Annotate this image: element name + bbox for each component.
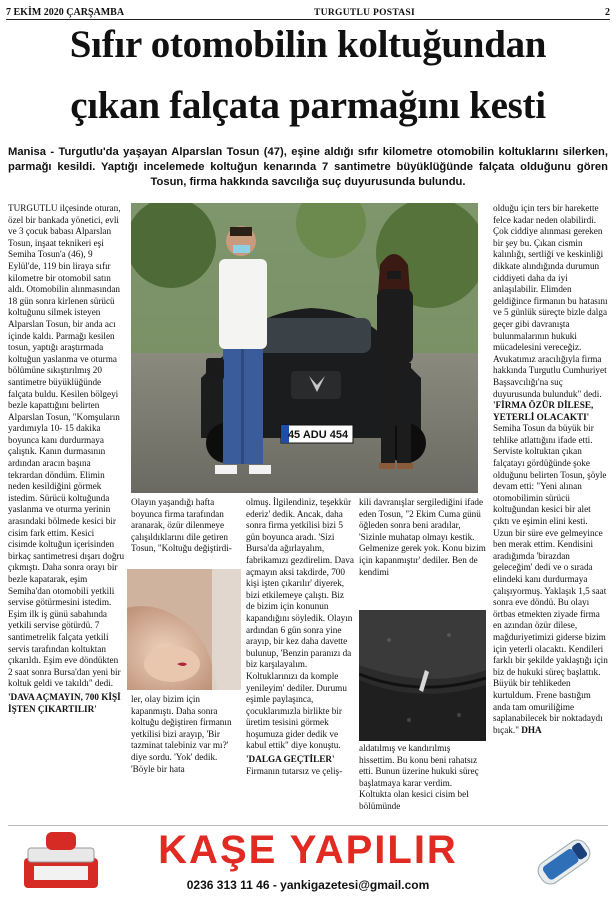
column-3 xyxy=(246,497,354,820)
column-4-bottom xyxy=(359,743,486,820)
column-5-more-text: Semiha Tosun da büyük bir tehlike atlattığını ifade etti. Serviste koltuktan çıkan falçatayı gördüğünde şoke olduğunu belirten Tosun, şöyle devam etti: "Yeni alınan otomobilimin sürücü koltuğundan kesici bir alet çıktı ve eşimin elini kesti. Uzun bir süre eve gelmeyince ben merak ettim. Kendisini aradığımda 'birazdan geleceğim' dedi ve o sırada elindeki kanı durdurmaya çalışıyormuş. Yaklaşık 1,5 saat sonra eve döndü. Bu olayı örtbas etmekten ziyade firma en azından özür dilese, mağduriyetimizi giderse bizim için yeterli olacaktı. Kendileri farklı bir şekilde yaklaştığı için biz de hukuki süreç başlattık. Büyük bir tehlikeden kurtuldum. Frene bastığım anda tam omuriliğime saplanabilecek bir noktadaydı bıçak." xyxy=(493,423,608,735)
license-plate: 45 ADU 454 xyxy=(287,429,349,441)
column-3-text: olmuş. İlgilendiniz, teşekkür ederiz' dedik. Ancak, daha sonra firma yetkilisi bizi 5 gün boyunca aradı. 'Sizi Bursa'da ağırlayalım, fabrikamızı gezdirelim. Dava açmayın aksi takdirde, 700 kişi işten çıkarılır' diyerek, bizi etkilemeye çalıştı. Biz de bizim için konunun kapandığını söyledik. Olayın ardından 6 gün sonra yine arayıp, bir kez daha davette bulunup, 'Benzin paranızı da biz karşılayalım. Koltuklarınızı da komple yenileyim' dediler. Durumu eşimle paylaşınca, çocuklarımızla birlikte bir üretim tesisini görmek hoşumuza gider dedik ve kabul ettik" diye konuştu. xyxy=(246,497,354,751)
newspaper-name: TURGUTLU POSTASI xyxy=(314,7,416,18)
column-3-end-text: Firmanın tutarsız ve çeliş- xyxy=(246,765,343,776)
cut-finger-image xyxy=(127,569,241,690)
couple-with-car-image xyxy=(131,203,478,493)
column-2-top xyxy=(131,497,241,569)
seat-falcata-image xyxy=(359,610,486,741)
headline-line-2: çıkan falçata parmağını kesti xyxy=(70,84,546,127)
article-lead: Manisa - Turgutlu'da yaşayan Alparslan Tosun (47), eşine aldığı sıfır kilometre otomobilin koltuklarını silerken, parmağı kesildi. Yaptığı incelemede koltuğun kenarında 7 santimetre büyüklüğünde falçata olduğunu gören Tosun, firma hakkında savcılığa suç duyurusunda bulundu. xyxy=(8,146,608,188)
column-4-top-text: kili davranışlar sergilediğini ifade eden Tosun, "2 Ekim Cuma günü öğleden sonra beni aradılar, 'Sizinle muhatap olmayı kestik. Gelmenize gerek yok. Konu bizim için kapanmıştır' dediler. Ben de kendimi xyxy=(359,497,486,577)
stamp-advertisement xyxy=(8,825,608,897)
pocket-stamp-icon xyxy=(526,828,602,896)
column-1 xyxy=(8,203,125,820)
column-5-text: olduğu için ters bir harekette felce kadar neden olabilirdi. Çok ciddiye alınması gereken bir şey bu. Çıkan cismin kalınlığı, sertliği ve keskinliği dikkate alındığında durumun ciddiyeti daha da iyi anlaşılabilir. Elimden geldiğince firmanın bu hatasını ve 5 günlük süreçte bizle dalga geçer gibi davranışta bulunmalarının hukuki mücadelesini vereceğiz. Avukatımız aracılığıyla firma hakkında Turgutlu Cumhuriyet Başsavcılığı'na suç duyurusunda bulunduk" dedi. xyxy=(493,203,608,399)
subheading-firma-ozur: 'FİRMA ÖZÜR DİLESE, YETERLİ OLACAKTI' xyxy=(493,400,594,422)
page-number: 2 xyxy=(605,7,610,18)
ad-contact: 0236 313 11 46 - yankigazetesi@gmail.com xyxy=(186,878,430,892)
column-5 xyxy=(493,203,609,820)
subheading-dava-acmayin: 'DAVA AÇMAYIN, 700 KİŞİ İŞTEN ÇIKARTILIR' xyxy=(8,691,121,714)
stamp-right-image xyxy=(526,828,602,896)
seat-falcata-photo xyxy=(359,610,486,741)
ad-title: KAŞE YAPILIR xyxy=(158,828,458,872)
page-header xyxy=(6,6,610,20)
subheading-dalga-gectiler: 'DALGA GEÇTİLER' xyxy=(246,754,335,765)
column-5-more xyxy=(493,423,609,736)
column-2-top-text: Olayın yaşandığı hafta boyunca firma tarafından aranarak, özür dilenmeye çalışıldıklarını dile getiren Tosun, "Koltuğu değiştirdi- xyxy=(131,497,232,554)
column-4-top xyxy=(359,497,486,607)
column-4-bottom-text: aldatılmış ve kandırılmış hissettim. Bu konu beni rahatsız etti. Bunun üzerine hukuki süreç başlatmaya karar verdim. Koltukta olan kesici cisim bel bölümünde xyxy=(359,743,479,811)
column-2-bottom xyxy=(131,694,241,820)
column-2-bottom-text: ler, olay bizim için kapanmıştı. Daha sonra koltuğu değiştiren firmanın yetkilisi bizi arayıp, 'Bir tazminat talebiniz var mı?' diye sordu. 'Yok' dedik. 'Böyle bir hata xyxy=(131,694,232,774)
agency-credit: DHA xyxy=(521,724,542,735)
issue-date: 7 EKİM 2020 ÇARŞAMBA xyxy=(6,7,125,18)
couple-with-car-photo xyxy=(131,203,478,493)
cut-finger-photo xyxy=(127,569,241,690)
headline-line-1: Sıfır otomobilin koltuğundan xyxy=(69,23,547,66)
column-1-text: TURGUTLU ilçesinde oturan, özel bir bankada yönetici, evli ve 3 çocuk babası Alparslan Tosun, inşaat teknikeri eşi Semiha Tosun'a (46), 9 Eylül'de, 119 bin liraya sıfır kilometre bir otomobil satın aldı. Otomobilin alınmasından 18 gün sonra kirlenen sürücü koltuğunu silmek isteyen Alparslan Tosun, bir anda acı içinde kaldı. Parmağı kesilen tosun, yaptığı araştırmada koltuğun yaslanma ve oturma bölümüne sıkıştırılmış 20 santimetre büyüklüğünde falçata buldu. Kesilen bölgeyi bezle kapattığını belirten Alparslan Tosun, "Komşuların yardımıyla 10- 15 dakika boyunca kanı durdurmaya çalıştık. Kanın durmasının ardından aracın başına tekrardan döndüm. Elimin neden kesildiğini görmek istedim. Sürücü koltuğunda yaslanma ve oturma yerinin arasındaki bölmede kesici bir cisim fark ettim. Kesici cisimde koltuğun içerisinden birkaç santimetresi dışarı doğru çıkmıştı. Daha sonra orayı bir bezle kapatarak, eşim Semiha'dan otomobili yetkili servise götürmesini istedim. Eşim ilk iş günü sabahında yetkili servise götürdü. 7 santimetrelik falçata yetkili servis tarafından koltuktan çıkarıldı. Eşim eve döndükten 2 saat sonra Bursa'dan yeni bir koltuk geldi ve takıldı" dedi. xyxy=(8,203,125,689)
